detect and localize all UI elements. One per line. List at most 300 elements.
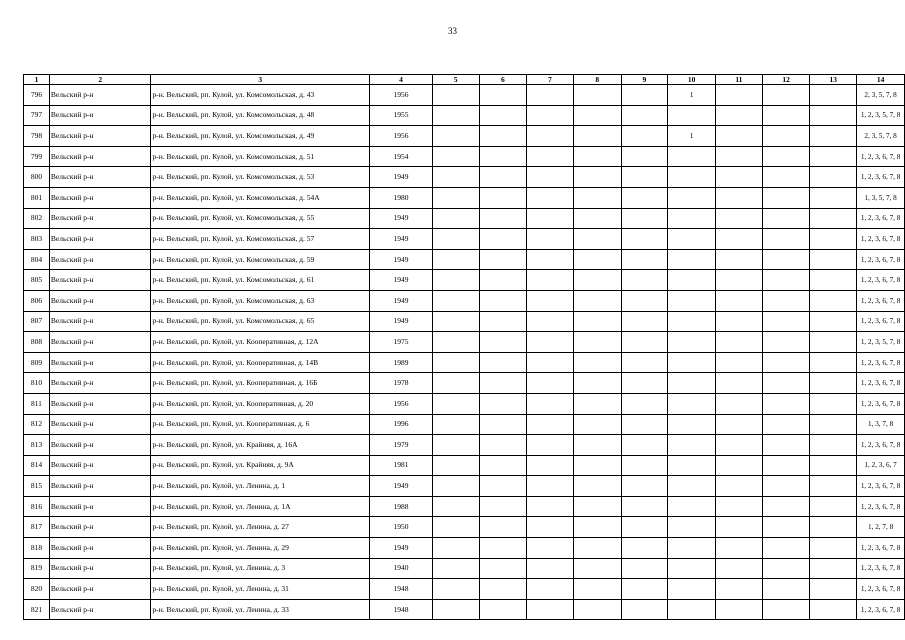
- table-row: [24, 105, 905, 126]
- row-number-cell: 802: [24, 208, 50, 229]
- row-number-cell: 816: [24, 496, 50, 517]
- col-5-cell: [432, 558, 479, 579]
- col-11-cell: [716, 435, 763, 456]
- col-12-cell: [762, 435, 810, 456]
- table-row: [24, 579, 905, 600]
- year-cell: 1979: [370, 435, 433, 456]
- col-10-cell: [668, 599, 716, 620]
- district-cell: Вельский р-н: [49, 270, 151, 291]
- col-9-cell: [621, 208, 668, 229]
- col-7-cell: [527, 85, 574, 106]
- col-8-cell: [573, 270, 621, 291]
- col-7-cell: [527, 187, 574, 208]
- district-cell: Вельский р-н: [49, 332, 151, 353]
- col-11-cell: [716, 599, 763, 620]
- year-cell: 1940: [370, 558, 433, 579]
- year-cell: 1949: [370, 229, 433, 250]
- col-13-cell: [810, 455, 857, 476]
- column-header-11: 11: [716, 75, 763, 85]
- col-5-cell: [432, 332, 479, 353]
- col-11-cell: [716, 126, 763, 147]
- col-14-cell: 1, 2, 3, 6, 7, 8: [857, 270, 905, 291]
- row-number-cell: 814: [24, 455, 50, 476]
- col-14-cell: 2, 3, 5, 7, 8: [857, 85, 905, 106]
- col-12-cell: [762, 229, 810, 250]
- col-7-cell: [527, 517, 574, 538]
- col-13-cell: [810, 290, 857, 311]
- district-cell: Вельский р-н: [49, 311, 151, 332]
- col-7-cell: [527, 414, 574, 435]
- col-6-cell: [479, 352, 527, 373]
- col-11-cell: [716, 476, 763, 497]
- table-row: [24, 270, 905, 291]
- col-14-cell: 1, 2, 3, 6, 7, 8: [857, 208, 905, 229]
- col-10-cell: [668, 311, 716, 332]
- row-number-cell: 820: [24, 579, 50, 600]
- col-13-cell: [810, 414, 857, 435]
- col-14-cell: 1, 2, 3, 6, 7, 8: [857, 146, 905, 167]
- table-row: [24, 373, 905, 394]
- col-5-cell: [432, 476, 479, 497]
- table-row: [24, 455, 905, 476]
- col-10-cell: 1: [668, 85, 716, 106]
- col-14-cell: 1, 2, 3, 6, 7, 8: [857, 229, 905, 250]
- col-5-cell: [432, 538, 479, 559]
- col-13-cell: [810, 311, 857, 332]
- col-12-cell: [762, 517, 810, 538]
- col-8-cell: [573, 126, 621, 147]
- col-11-cell: [716, 373, 763, 394]
- address-cell: р-н. Вельский, рп. Кулой, ул. Кооперативная, д. 14В: [151, 352, 370, 373]
- year-cell: 1949: [370, 538, 433, 559]
- col-5-cell: [432, 455, 479, 476]
- col-8-cell: [573, 332, 621, 353]
- col-5-cell: [432, 435, 479, 456]
- col-11-cell: [716, 187, 763, 208]
- column-header-12: 12: [762, 75, 810, 85]
- col-14-cell: 1, 2, 3, 6, 7, 8: [857, 373, 905, 394]
- col-11-cell: [716, 579, 763, 600]
- col-12-cell: [762, 332, 810, 353]
- row-number-cell: 797: [24, 105, 50, 126]
- table-row: [24, 126, 905, 147]
- col-11-cell: [716, 332, 763, 353]
- col-14-cell: 1, 2, 3, 6, 7, 8: [857, 558, 905, 579]
- col-9-cell: [621, 476, 668, 497]
- col-10-cell: [668, 393, 716, 414]
- col-10-cell: [668, 187, 716, 208]
- col-9-cell: [621, 414, 668, 435]
- address-cell: р-н. Вельский, рп. Кулой, ул. Ленина, д. 33: [151, 599, 370, 620]
- district-cell: Вельский р-н: [49, 558, 151, 579]
- col-5-cell: [432, 249, 479, 270]
- table-row: [24, 476, 905, 497]
- col-7-cell: [527, 455, 574, 476]
- col-5-cell: [432, 290, 479, 311]
- row-number-cell: 821: [24, 599, 50, 620]
- col-14-cell: 1, 2, 3, 6, 7, 8: [857, 249, 905, 270]
- col-6-cell: [479, 270, 527, 291]
- col-10-cell: [668, 332, 716, 353]
- col-5-cell: [432, 599, 479, 620]
- year-cell: 1956: [370, 85, 433, 106]
- col-6-cell: [479, 249, 527, 270]
- col-10-cell: [668, 229, 716, 250]
- col-7-cell: [527, 599, 574, 620]
- col-10-cell: [668, 517, 716, 538]
- col-12-cell: [762, 311, 810, 332]
- col-6-cell: [479, 476, 527, 497]
- district-cell: Вельский р-н: [49, 85, 151, 106]
- col-12-cell: [762, 558, 810, 579]
- column-header-2: 2: [49, 75, 151, 85]
- col-7-cell: [527, 270, 574, 291]
- table-row: [24, 352, 905, 373]
- col-6-cell: [479, 332, 527, 353]
- year-cell: 1981: [370, 455, 433, 476]
- col-5-cell: [432, 496, 479, 517]
- row-number-cell: 819: [24, 558, 50, 579]
- col-6-cell: [479, 311, 527, 332]
- col-7-cell: [527, 208, 574, 229]
- year-cell: 1956: [370, 393, 433, 414]
- col-8-cell: [573, 311, 621, 332]
- col-6-cell: [479, 414, 527, 435]
- year-cell: 1989: [370, 352, 433, 373]
- row-number-cell: 803: [24, 229, 50, 250]
- col-8-cell: [573, 146, 621, 167]
- col-12-cell: [762, 476, 810, 497]
- col-9-cell: [621, 85, 668, 106]
- col-12-cell: [762, 455, 810, 476]
- col-6-cell: [479, 435, 527, 456]
- row-number-cell: 799: [24, 146, 50, 167]
- col-8-cell: [573, 208, 621, 229]
- col-8-cell: [573, 538, 621, 559]
- col-14-cell: 1, 2, 3, 6, 7, 8: [857, 352, 905, 373]
- col-13-cell: [810, 229, 857, 250]
- col-13-cell: [810, 579, 857, 600]
- col-5-cell: [432, 146, 479, 167]
- row-number-cell: 804: [24, 249, 50, 270]
- col-5-cell: [432, 393, 479, 414]
- col-9-cell: [621, 229, 668, 250]
- table-row: [24, 208, 905, 229]
- col-13-cell: [810, 496, 857, 517]
- col-8-cell: [573, 85, 621, 106]
- col-11-cell: [716, 414, 763, 435]
- row-number-cell: 800: [24, 167, 50, 188]
- col-5-cell: [432, 311, 479, 332]
- col-14-cell: 1, 2, 3, 6, 7, 8: [857, 435, 905, 456]
- address-cell: р-н. Вельский, рп. Кулой, ул. Комсомольская, д. 63: [151, 290, 370, 311]
- table-row: [24, 538, 905, 559]
- year-cell: 1950: [370, 517, 433, 538]
- col-11-cell: [716, 290, 763, 311]
- col-11-cell: [716, 558, 763, 579]
- column-header-9: 9: [621, 75, 668, 85]
- table-row: [24, 167, 905, 188]
- col-8-cell: [573, 187, 621, 208]
- col-7-cell: [527, 105, 574, 126]
- row-number-cell: 798: [24, 126, 50, 147]
- col-12-cell: [762, 167, 810, 188]
- col-5-cell: [432, 105, 479, 126]
- district-cell: Вельский р-н: [49, 435, 151, 456]
- col-10-cell: [668, 558, 716, 579]
- col-5-cell: [432, 167, 479, 188]
- col-11-cell: [716, 455, 763, 476]
- col-9-cell: [621, 455, 668, 476]
- col-12-cell: [762, 538, 810, 559]
- col-10-cell: [668, 146, 716, 167]
- col-8-cell: [573, 414, 621, 435]
- row-number-cell: 805: [24, 270, 50, 291]
- col-8-cell: [573, 558, 621, 579]
- row-number-cell: 808: [24, 332, 50, 353]
- col-6-cell: [479, 85, 527, 106]
- col-9-cell: [621, 538, 668, 559]
- col-9-cell: [621, 105, 668, 126]
- district-cell: Вельский р-н: [49, 187, 151, 208]
- row-number-cell: 807: [24, 311, 50, 332]
- district-cell: Вельский р-н: [49, 126, 151, 147]
- col-9-cell: [621, 146, 668, 167]
- col-13-cell: [810, 599, 857, 620]
- col-8-cell: [573, 290, 621, 311]
- col-7-cell: [527, 579, 574, 600]
- column-header-4: 4: [370, 75, 433, 85]
- col-10-cell: [668, 496, 716, 517]
- col-11-cell: [716, 85, 763, 106]
- address-cell: р-н. Вельский, рп. Кулой, ул. Комсомольская, д. 54А: [151, 187, 370, 208]
- col-12-cell: [762, 105, 810, 126]
- address-cell: р-н. Вельский, рп. Кулой, ул. Комсомольская, д. 57: [151, 229, 370, 250]
- year-cell: 1955: [370, 105, 433, 126]
- district-cell: Вельский р-н: [49, 208, 151, 229]
- col-11-cell: [716, 167, 763, 188]
- col-7-cell: [527, 476, 574, 497]
- col-13-cell: [810, 208, 857, 229]
- district-cell: Вельский р-н: [49, 146, 151, 167]
- col-14-cell: 1, 2, 7, 8: [857, 517, 905, 538]
- col-10-cell: [668, 579, 716, 600]
- col-10-cell: [668, 435, 716, 456]
- table-row: [24, 393, 905, 414]
- table-row: [24, 187, 905, 208]
- col-5-cell: [432, 229, 479, 250]
- row-number-cell: 813: [24, 435, 50, 456]
- col-5-cell: [432, 352, 479, 373]
- address-cell: р-н. Вельский, рп. Кулой, ул. Ленина, д. 27: [151, 517, 370, 538]
- col-7-cell: [527, 126, 574, 147]
- col-9-cell: [621, 167, 668, 188]
- year-cell: 1949: [370, 290, 433, 311]
- table-row: [24, 414, 905, 435]
- table-row: [24, 311, 905, 332]
- col-10-cell: [668, 352, 716, 373]
- col-8-cell: [573, 393, 621, 414]
- col-7-cell: [527, 538, 574, 559]
- col-5-cell: [432, 579, 479, 600]
- col-5-cell: [432, 85, 479, 106]
- district-cell: Вельский р-н: [49, 352, 151, 373]
- col-9-cell: [621, 373, 668, 394]
- table-row: [24, 146, 905, 167]
- col-6-cell: [479, 517, 527, 538]
- year-cell: 1980: [370, 187, 433, 208]
- col-11-cell: [716, 146, 763, 167]
- col-10-cell: [668, 373, 716, 394]
- address-cell: р-н. Вельский, рп. Кулой, ул. Кооперативная, д. 20: [151, 393, 370, 414]
- table-row: [24, 85, 905, 106]
- col-14-cell: 1, 2, 3, 6, 7, 8: [857, 599, 905, 620]
- row-number-cell: 811: [24, 393, 50, 414]
- table-row: [24, 290, 905, 311]
- col-13-cell: [810, 393, 857, 414]
- address-cell: р-н. Вельский, рп. Кулой, ул. Ленина, д. 1А: [151, 496, 370, 517]
- col-13-cell: [810, 146, 857, 167]
- row-number-cell: 801: [24, 187, 50, 208]
- col-14-cell: 1, 2, 3, 6, 7, 8: [857, 311, 905, 332]
- year-cell: 1949: [370, 476, 433, 497]
- district-cell: Вельский р-н: [49, 579, 151, 600]
- address-cell: р-н. Вельский, рп. Кулой, ул. Комсомольская, д. 65: [151, 311, 370, 332]
- col-5-cell: [432, 270, 479, 291]
- col-7-cell: [527, 311, 574, 332]
- address-cell: р-н. Вельский, рп. Кулой, ул. Комсомольская, д. 49: [151, 126, 370, 147]
- col-10-cell: [668, 414, 716, 435]
- row-number-cell: 809: [24, 352, 50, 373]
- col-8-cell: [573, 496, 621, 517]
- address-cell: р-н. Вельский, рп. Кулой, ул. Крайняя, д. 9А: [151, 455, 370, 476]
- col-8-cell: [573, 455, 621, 476]
- year-cell: 1948: [370, 579, 433, 600]
- col-7-cell: [527, 332, 574, 353]
- col-10-cell: 1: [668, 126, 716, 147]
- col-9-cell: [621, 249, 668, 270]
- col-9-cell: [621, 187, 668, 208]
- col-14-cell: 1, 2, 3, 5, 7, 8: [857, 105, 905, 126]
- col-6-cell: [479, 146, 527, 167]
- col-12-cell: [762, 270, 810, 291]
- col-13-cell: [810, 249, 857, 270]
- col-10-cell: [668, 290, 716, 311]
- row-number-cell: 818: [24, 538, 50, 559]
- col-6-cell: [479, 373, 527, 394]
- col-7-cell: [527, 393, 574, 414]
- col-11-cell: [716, 496, 763, 517]
- district-cell: Вельский р-н: [49, 517, 151, 538]
- address-cell: р-н. Вельский, рп. Кулой, ул. Крайняя, д. 16А: [151, 435, 370, 456]
- address-cell: р-н. Вельский, рп. Кулой, ул. Комсомольская, д. 43: [151, 85, 370, 106]
- col-9-cell: [621, 332, 668, 353]
- table-row: [24, 599, 905, 620]
- col-9-cell: [621, 270, 668, 291]
- col-12-cell: [762, 290, 810, 311]
- col-9-cell: [621, 311, 668, 332]
- row-number-cell: 810: [24, 373, 50, 394]
- col-9-cell: [621, 435, 668, 456]
- col-13-cell: [810, 476, 857, 497]
- col-8-cell: [573, 229, 621, 250]
- col-12-cell: [762, 373, 810, 394]
- col-10-cell: [668, 538, 716, 559]
- col-13-cell: [810, 558, 857, 579]
- col-9-cell: [621, 496, 668, 517]
- col-6-cell: [479, 126, 527, 147]
- col-12-cell: [762, 249, 810, 270]
- col-12-cell: [762, 599, 810, 620]
- col-9-cell: [621, 517, 668, 538]
- col-5-cell: [432, 517, 479, 538]
- address-cell: р-н. Вельский, рп. Кулой, ул. Комсомольская, д. 55: [151, 208, 370, 229]
- col-13-cell: [810, 352, 857, 373]
- col-11-cell: [716, 270, 763, 291]
- column-header-1: 1: [24, 75, 50, 85]
- col-6-cell: [479, 290, 527, 311]
- col-14-cell: 2, 3, 5, 7, 8: [857, 126, 905, 147]
- col-7-cell: [527, 229, 574, 250]
- year-cell: 1975: [370, 332, 433, 353]
- col-6-cell: [479, 187, 527, 208]
- col-6-cell: [479, 167, 527, 188]
- row-number-cell: 812: [24, 414, 50, 435]
- year-cell: 1949: [370, 167, 433, 188]
- header-row: [24, 75, 905, 85]
- column-header-10: 10: [668, 75, 716, 85]
- col-7-cell: [527, 373, 574, 394]
- row-number-cell: 815: [24, 476, 50, 497]
- col-11-cell: [716, 517, 763, 538]
- col-7-cell: [527, 558, 574, 579]
- col-7-cell: [527, 352, 574, 373]
- col-9-cell: [621, 599, 668, 620]
- col-14-cell: 1, 2, 3, 6, 7, 8: [857, 476, 905, 497]
- col-5-cell: [432, 208, 479, 229]
- col-10-cell: [668, 105, 716, 126]
- col-12-cell: [762, 352, 810, 373]
- col-6-cell: [479, 229, 527, 250]
- district-cell: Вельский р-н: [49, 373, 151, 394]
- address-cell: р-н. Вельский, рп. Кулой, ул. Ленина, д. 3: [151, 558, 370, 579]
- col-5-cell: [432, 373, 479, 394]
- col-7-cell: [527, 249, 574, 270]
- address-cell: р-н. Вельский, рп. Кулой, ул. Комсомольская, д. 61: [151, 270, 370, 291]
- district-cell: Вельский р-н: [49, 455, 151, 476]
- col-10-cell: [668, 270, 716, 291]
- col-10-cell: [668, 476, 716, 497]
- col-7-cell: [527, 167, 574, 188]
- page-number: 33: [448, 26, 457, 36]
- column-header-14: 14: [857, 75, 905, 85]
- district-cell: Вельский р-н: [49, 599, 151, 620]
- col-9-cell: [621, 352, 668, 373]
- col-7-cell: [527, 290, 574, 311]
- col-12-cell: [762, 126, 810, 147]
- col-5-cell: [432, 126, 479, 147]
- col-13-cell: [810, 332, 857, 353]
- column-header-5: 5: [432, 75, 479, 85]
- year-cell: 1949: [370, 270, 433, 291]
- col-14-cell: 1, 2, 3, 6, 7, 8: [857, 290, 905, 311]
- col-14-cell: 1, 2, 3, 6, 7, 8: [857, 393, 905, 414]
- col-12-cell: [762, 187, 810, 208]
- col-13-cell: [810, 373, 857, 394]
- address-cell: р-н. Вельский, рп. Кулой, ул. Комсомольская, д. 53: [151, 167, 370, 188]
- col-11-cell: [716, 105, 763, 126]
- col-14-cell: 1, 2, 3, 6, 7, 8: [857, 579, 905, 600]
